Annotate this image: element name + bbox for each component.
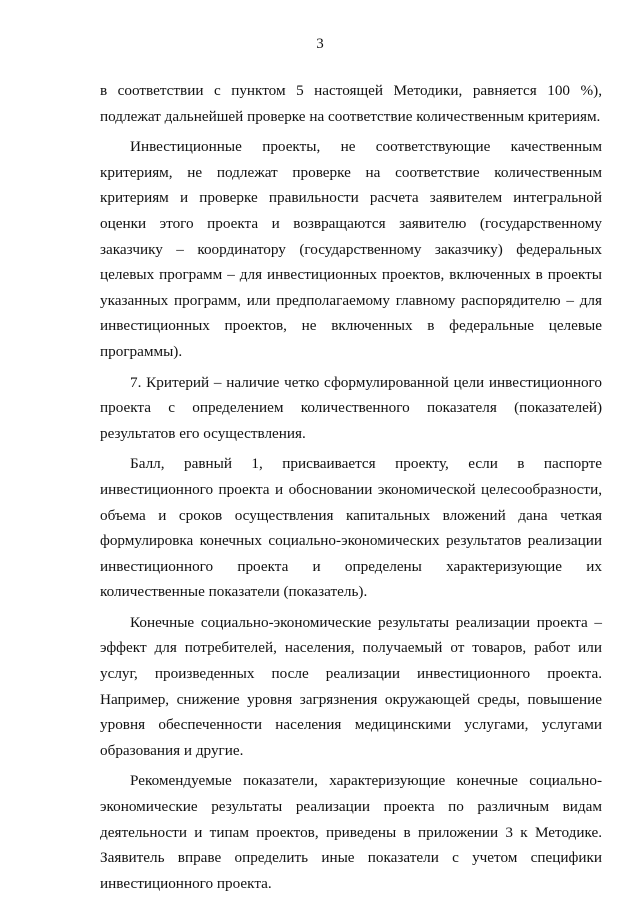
paragraph-score-1: Балл, равный 1, присваивается проекту, если в паспорте инвестиционного проекта и обосновании экономической целесообразности, объема и сроков осуществления капитальных вложений дана четкая формулировка конечных социально-экономических результатов реализации инвестиционного проекта и определены характеризующие их количественные показатели (показатель). bbox=[100, 455, 602, 601]
paragraph-criterion-7: 7. Критерий – наличие четко сформулированной цели инвестиционного проекта с определением количественного показателя (показателей) результатов его осуществления. bbox=[100, 373, 602, 442]
page-number: 3 bbox=[316, 36, 324, 52]
paragraph-continuation: в соответствии с пунктом 5 настоящей Методики, равняется 100 %), подлежат дальнейшей проверке на соответствие количественным критериям. bbox=[100, 82, 602, 125]
paragraph-final-results: Конечные социально-экономические результаты реализации проекта – эффект для потребителей, населения, получаемый от товаров, работ или услуг, произведенных после реализации инвестиционного проекта. Например, снижение уровня загрязнения окружающей среды, повышение уровня обеспеченности населения медицинскими услугами, услугами образования и другие. bbox=[100, 613, 602, 759]
paragraph-rejected-projects: Инвестиционные проекты, не соответствующие качественным критериям, не подлежат проверке на соответствие количественным критериям и проверке правильности расчета заявителем интегральной оценки этого проекта и возвращаются заявителю (государственному заказчику – координатору (государственному заказчику) федеральных целевых программ – для инвестиционных проектов, включенных в проекты указанных программ, или предполагаемому главному распорядителю – для инвестиционных проектов, не включенных в федеральные целевые программы). bbox=[100, 138, 602, 360]
paragraph-recommended-indicators: Рекомендуемые показатели, характеризующие конечные социально-экономические результаты реализации проекта по различным видам деятельности и типам проектов, приведены в приложении 3 к Методике. Заявитель вправе определить иные показатели с учетом специфики инвестиционного проекта. bbox=[100, 772, 602, 892]
document-body bbox=[100, 78, 602, 901]
